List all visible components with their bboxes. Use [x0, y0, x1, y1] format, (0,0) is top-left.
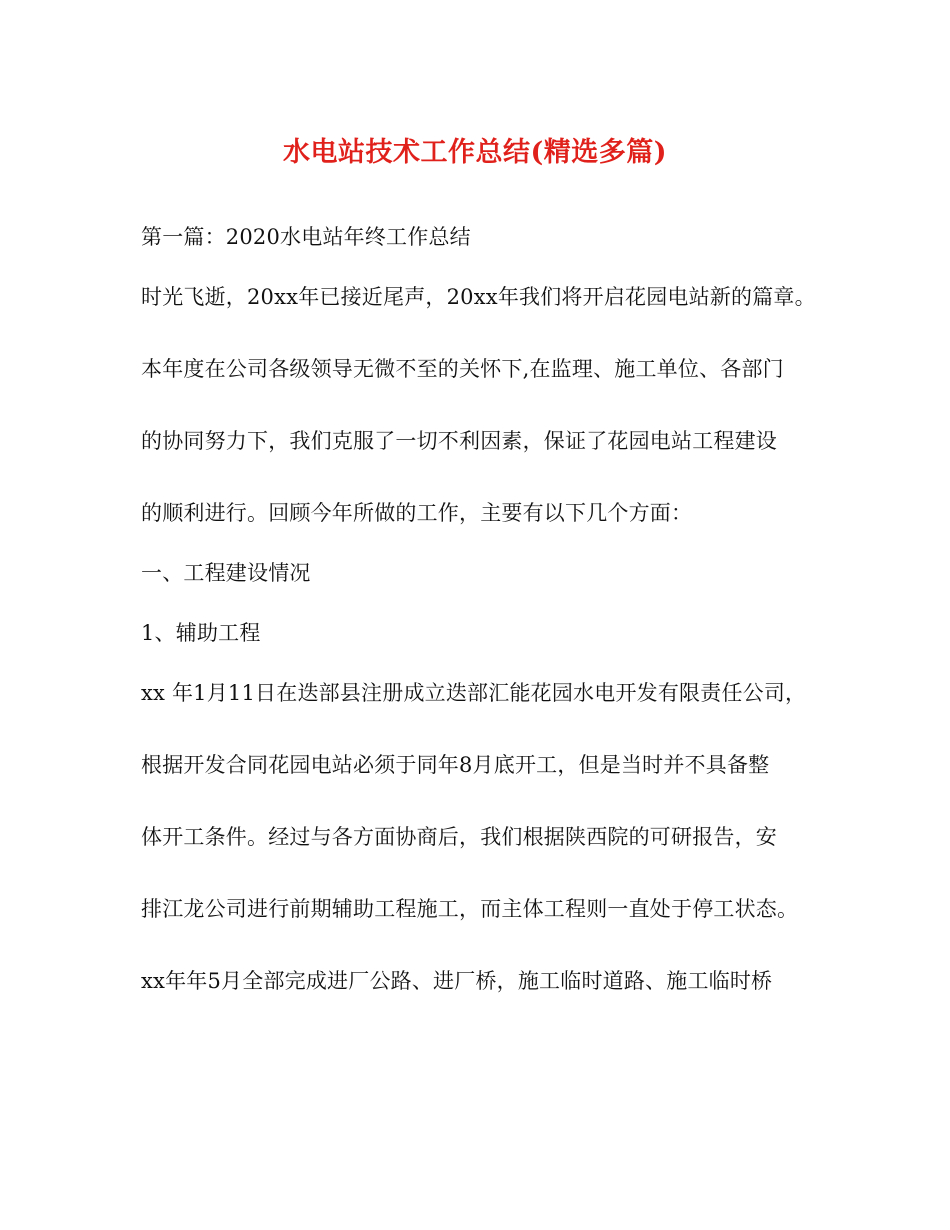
paragraph-line: 体开工条件。经过与各方面协商后，我们根据陕西院的可研报告，安 — [141, 825, 777, 849]
heading-part-one: 第一篇：2020水电站年终工作总结 — [141, 225, 471, 249]
section-heading: 一、工程建设情况 — [141, 561, 311, 585]
paragraph-line: xx 年1月11日在迭部县注册成立迭部汇能花园水电开发有限责任公司， — [141, 681, 807, 705]
paragraph-line: 的协同努力下，我们克服了一切不利因素，保证了花园电站工程建设 — [141, 429, 777, 453]
document-title: 水电站技术工作总结(精选多篇) — [282, 137, 668, 168]
paragraph-line: 本年度在公司各级领导无微不至的关怀下,在监理、施工单位、各部门 — [141, 357, 784, 381]
subsection-heading: 1、辅助工程 — [141, 621, 261, 645]
paragraph-line: 根据开发合同花园电站必须于同年8月底开工，但是当时并不具备整 — [141, 753, 770, 777]
paragraph-line: 时光飞逝，20xx年已接近尾声，20xx年我们将开启花园电站新的篇章。 — [141, 285, 816, 309]
paragraph-line: 的顺利进行。回顾今年所做的工作，主要有以下几个方面： — [141, 501, 693, 525]
paragraph-line: 排江龙公司进行前期辅助工程施工，而主体工程则一直处于停工状态。 — [141, 897, 799, 921]
paragraph-line: xx年年5月全部完成进厂公路、进厂桥，施工临时道路、施工临时桥 — [141, 969, 773, 993]
